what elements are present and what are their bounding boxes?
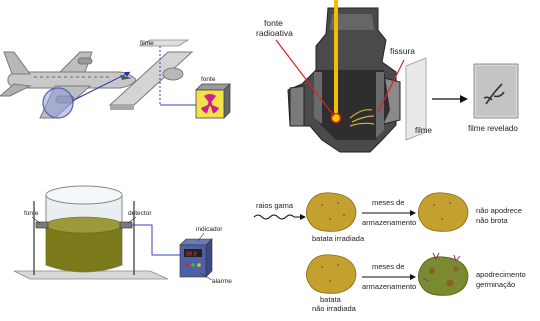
source-clamp <box>36 222 48 228</box>
source-label-line2: radioativa <box>256 28 293 38</box>
detector-clamp <box>120 222 132 228</box>
months-label-top-line2: armazenamento <box>362 218 417 227</box>
valve-panel <box>250 0 540 165</box>
result-bottom-line1: apodrecimento <box>476 270 526 279</box>
radiation-source-box <box>196 84 230 118</box>
radiation-beam <box>334 0 338 118</box>
valve-body <box>288 8 400 152</box>
result-top-line1: não apodrece <box>476 206 522 215</box>
film-label: filme <box>140 40 154 47</box>
result-top-line2: não brota <box>476 216 508 225</box>
irradiated-potato <box>306 193 356 232</box>
potato-panel <box>250 175 540 316</box>
alarm-label: alarme <box>212 278 232 285</box>
gamma-label: raios gama <box>256 201 294 210</box>
valve-illustration <box>250 0 540 165</box>
rotten-potato <box>418 253 468 295</box>
svg-text:88.8: 88.8 <box>186 251 197 258</box>
film-label: filme <box>415 126 432 135</box>
crack-label: fissura <box>390 46 416 56</box>
result-bottom-line2: germinação <box>476 280 516 289</box>
source-label: fonte <box>201 76 216 83</box>
months-label-bottom-line1: meses de <box>372 262 405 271</box>
arrow-right-icon <box>300 214 306 220</box>
arrow-right-icon <box>460 95 468 103</box>
zoom-circle <box>43 88 73 118</box>
source-label: fonte <box>24 210 39 217</box>
months-label-bottom-line2: armazenamento <box>362 282 417 291</box>
gamma-wave <box>254 215 294 219</box>
detector-label: detector <box>128 210 152 217</box>
developed-film-label: filme revelado <box>468 124 518 133</box>
aircraft-panel <box>0 0 250 150</box>
indicator-label: indicador <box>196 226 223 233</box>
indicator-device <box>180 239 212 277</box>
tank-illustration <box>0 175 250 316</box>
arrow-right-icon <box>410 274 416 280</box>
non-irradiated-label-line1: batata <box>320 295 341 304</box>
potato-illustration <box>250 175 540 316</box>
non-irradiated-label-line2: não irradiada <box>312 304 356 313</box>
months-label-top-line1: meses de <box>372 198 405 207</box>
developed-film <box>474 64 518 118</box>
aircraft-illustration <box>0 0 250 150</box>
non-irradiated-potato <box>306 255 356 294</box>
tank-panel <box>0 175 250 316</box>
stored-healthy-potato <box>418 193 468 232</box>
irradiated-label: batata irradiada <box>312 234 365 243</box>
tank <box>46 186 122 272</box>
source-label-line1: fonte <box>264 18 283 28</box>
arrow-right-icon <box>410 210 416 216</box>
